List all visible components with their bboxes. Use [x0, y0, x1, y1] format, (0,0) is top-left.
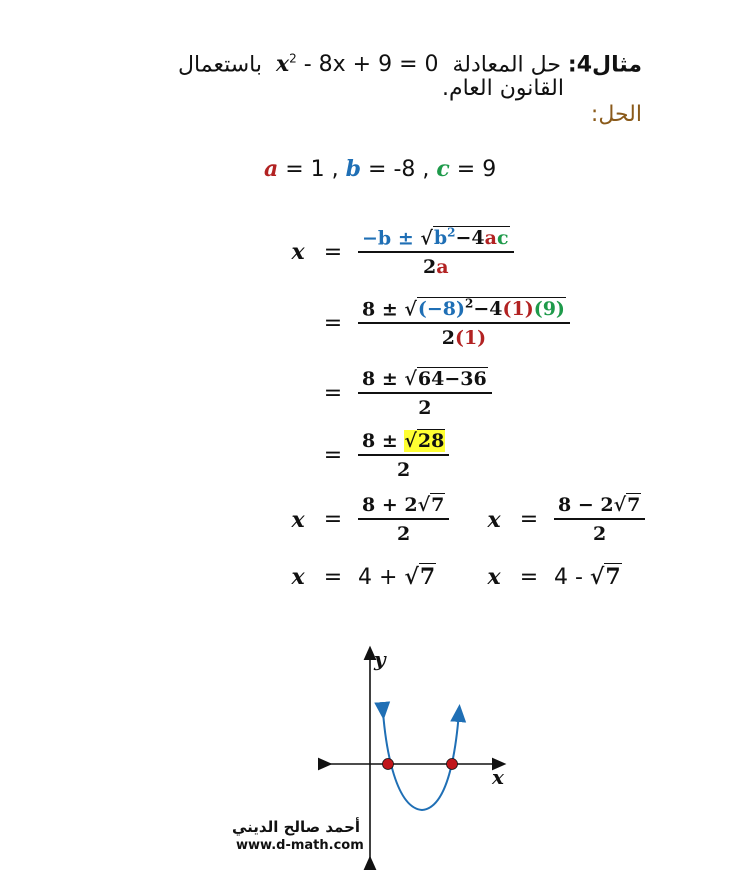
y-axis-label: y: [374, 647, 386, 671]
problem-text: حل المعادلة: [452, 52, 561, 78]
problem-line-2: القانون العام.: [441, 76, 564, 101]
step-simplify-1: = $\frac{8 \pm √64-36}{2}$: [288, 368, 492, 419]
author-website: www.d-math.com: [236, 838, 364, 853]
result-fraction-plus: x = $\frac{8 + 2√7}{2}$: [288, 494, 449, 545]
highlighted-root: √28: [404, 430, 445, 452]
coef-a: a: [264, 156, 279, 182]
root-point-right: [447, 759, 458, 770]
problem-equation: $x^2 - 8x + 9 = 0$: [275, 51, 439, 78]
root-point-left: [383, 759, 394, 770]
result-fraction-minus: x = $\frac{8 - 2√7}{2}$: [484, 494, 645, 545]
step-quadratic-formula: x = $\frac{-b \pm √b^2-4ac}{2a}$: [288, 226, 514, 278]
step-simplify-2: = $\frac{8 \pm √28}{2}$: [288, 430, 449, 481]
x-axis-label: x: [492, 765, 504, 789]
problem-method: باستعمال: [178, 52, 262, 78]
coefficients-line: a = 1 , b = -8 , c = 9: [264, 156, 497, 182]
step-substitution: = $\frac{8 \pm √(-8)^2-4(1)(9)}{2(1)}$: [288, 297, 570, 349]
result-root-minus: x = 4 - √7: [487, 564, 621, 590]
result-root-plus: x = 4 + √7: [291, 564, 436, 590]
coef-b: b: [345, 156, 362, 182]
example-label: مثال4:: [567, 52, 642, 78]
author-name: أحمد صالح الديني: [232, 818, 361, 836]
problem-statement: [178, 46, 642, 78]
solution-label: الحل:: [590, 102, 642, 127]
coef-c: c: [436, 156, 450, 182]
